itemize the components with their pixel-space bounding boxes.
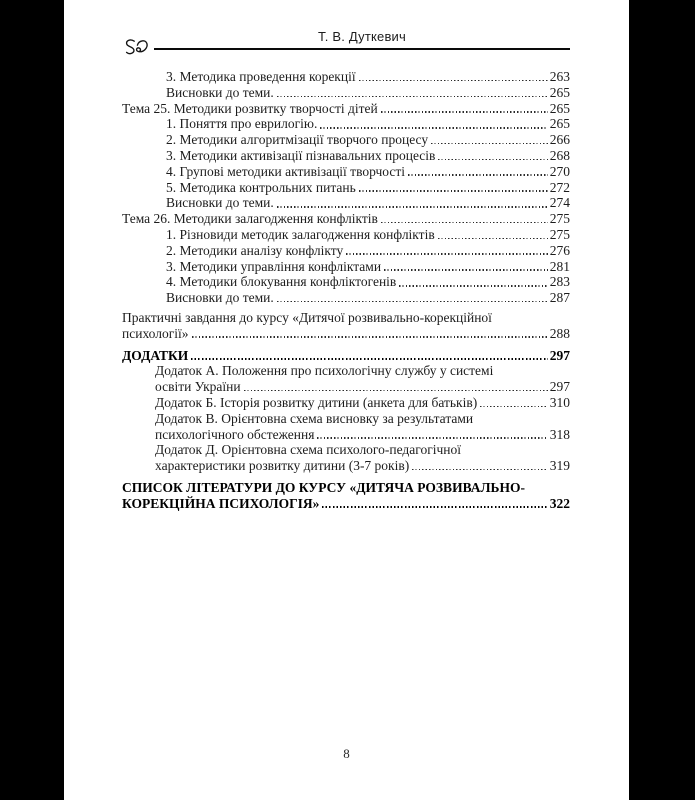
toc-entry-text: Тема 26. Методики залагодження конфліктів [122,211,378,227]
toc-entry-text: 1. Поняття про еврилогію. [166,116,318,132]
toc-entry-text: 2. Методики аналізу конфлікту [166,242,344,258]
toc-row [122,85,570,101]
toc-dot-leader [359,190,548,192]
toc-entry-text: Тема 25. Методики розвитку творчості дітей [122,100,378,116]
toc-entry-text: Додаток В. Орієнтовна схема висновку за результатами [155,410,474,426]
toc-entry-text: 1. Різновиди методик залагодження конфліктів [166,226,435,242]
toc-entry-text: психології» [122,325,189,341]
toc-page-number: 297 [549,379,570,395]
toc-dot-leader [359,80,548,82]
toc-dot-leader [322,506,547,508]
toc-entry-text: 4. Групові методики активізації творчості [166,163,406,179]
toc-page-number: 283 [549,274,570,290]
toc-entry-text: ДОДАТКИ [122,347,189,363]
toc-entry-text: Додаток А. Положення про психологічну службу у системі [155,363,494,379]
toc-row [122,259,570,275]
toc-dot-leader [381,222,548,224]
running-title: Т. В. Дуткевич [318,29,406,44]
toc-entry-text: 3. Методики активізації пізнавальних процесів [166,147,436,163]
toc-row [122,164,570,180]
toc-entry-text: Висновки до теми. [166,84,274,100]
toc-entry-text: КОРЕКЦІЙНА ПСИХОЛОГІЯ» [122,495,320,511]
page-footer [64,746,629,762]
toc-row [122,480,570,496]
toc-row [122,211,570,227]
toc-entry-text: СПИСОК ЛІТЕРАТУРИ ДО КУРСУ «ДИТЯЧА РОЗВИВАЛЬНО- [122,479,525,495]
toc-row [122,116,570,132]
toc-entry-text: 3. Методики управління конфліктами [166,258,382,274]
toc-dot-leader [191,358,547,360]
toc-page-number: 274 [549,195,570,211]
toc-dot-leader [480,406,548,408]
page-number: 8 [343,746,350,761]
toc-entry-text: 2. Методики алгоритмізації творчого процесу [166,132,429,148]
toc-row [122,243,570,259]
toc-dot-leader [277,301,548,303]
toc-entry-text: Додаток Б. Історія розвитку дитини (анкета для батьків) [155,394,478,410]
toc-dot-leader [412,469,548,471]
toc-row [122,290,570,306]
toc-entry-text: Практичні завдання до курсу «Дитячої розвивально-корекційної [122,309,492,325]
toc-entry-text: 3. Методика проведення корекції [166,69,356,84]
toc-row [122,326,570,342]
toc-row [122,274,570,290]
toc-dot-leader [438,159,547,161]
toc-row [122,180,570,196]
toc-row [122,395,570,411]
toc-dot-leader [317,437,547,439]
toc-page-number: 268 [549,147,570,163]
toc-row [122,442,570,458]
toc-row [122,69,570,85]
section-ornament-icon [123,37,150,57]
toc-entry-text: Додаток Д. Орієнтовна схема психолого-педагогічної [155,442,462,458]
toc-entry-text: психологічного обстеження [155,426,315,442]
table-of-contents [122,69,570,512]
toc-page-number: 265 [549,84,570,100]
toc-page-number: 318 [549,426,570,442]
toc-page-number: 310 [549,394,570,410]
toc-row [122,427,570,443]
toc-row [122,101,570,117]
toc-page-number: 281 [549,258,570,274]
toc-page-number: 322 [549,495,570,511]
toc-dot-leader [384,269,548,271]
toc-page-number: 275 [549,226,570,242]
toc-page-number: 287 [549,290,570,306]
toc-row [122,458,570,474]
toc-entry-text: Висновки до теми. [166,290,274,306]
toc-dot-leader [192,336,548,338]
page-header [122,0,570,50]
toc-dot-leader [277,96,548,98]
toc-dot-leader [399,285,547,287]
toc-entry-text: освіти України [155,379,241,395]
toc-page-number: 297 [549,347,570,363]
toc-row [122,132,570,148]
toc-page-number: 319 [549,458,570,474]
toc-page-number: 272 [549,179,570,195]
toc-page-number: 266 [549,132,570,148]
toc-dot-leader [431,143,548,145]
toc-dot-leader [320,127,547,129]
toc-entry-text: 5. Методика контрольних питань [166,179,356,195]
toc-row [122,348,570,364]
toc-entry-text: характеристики розвитку дитини (3-7 років) [155,458,410,474]
toc-entry-text: 4. Методики блокування конфліктогенів [166,274,397,290]
toc-dot-leader [244,390,548,392]
toc-row [122,227,570,243]
toc-page-number: 265 [549,116,570,132]
toc-page-number: 265 [549,100,570,116]
toc-page-number: 275 [549,211,570,227]
toc-row [122,379,570,395]
toc-row [122,411,570,427]
toc-row [122,363,570,379]
toc-dot-leader [438,238,548,240]
toc-page-number: 263 [549,69,570,84]
toc-row [122,195,570,211]
toc-dot-leader [408,174,548,176]
toc-dot-leader [277,206,548,208]
toc-dot-leader [346,253,548,255]
toc-row [122,148,570,164]
toc-dot-leader [381,111,548,113]
toc-row [122,496,570,512]
header-rule [154,28,570,50]
toc-page-number: 276 [549,242,570,258]
book-page [64,0,629,800]
toc-row [122,310,570,326]
toc-page-number: 288 [549,325,570,341]
toc-entry-text: Висновки до теми. [166,195,274,211]
toc-page-number: 270 [549,163,570,179]
